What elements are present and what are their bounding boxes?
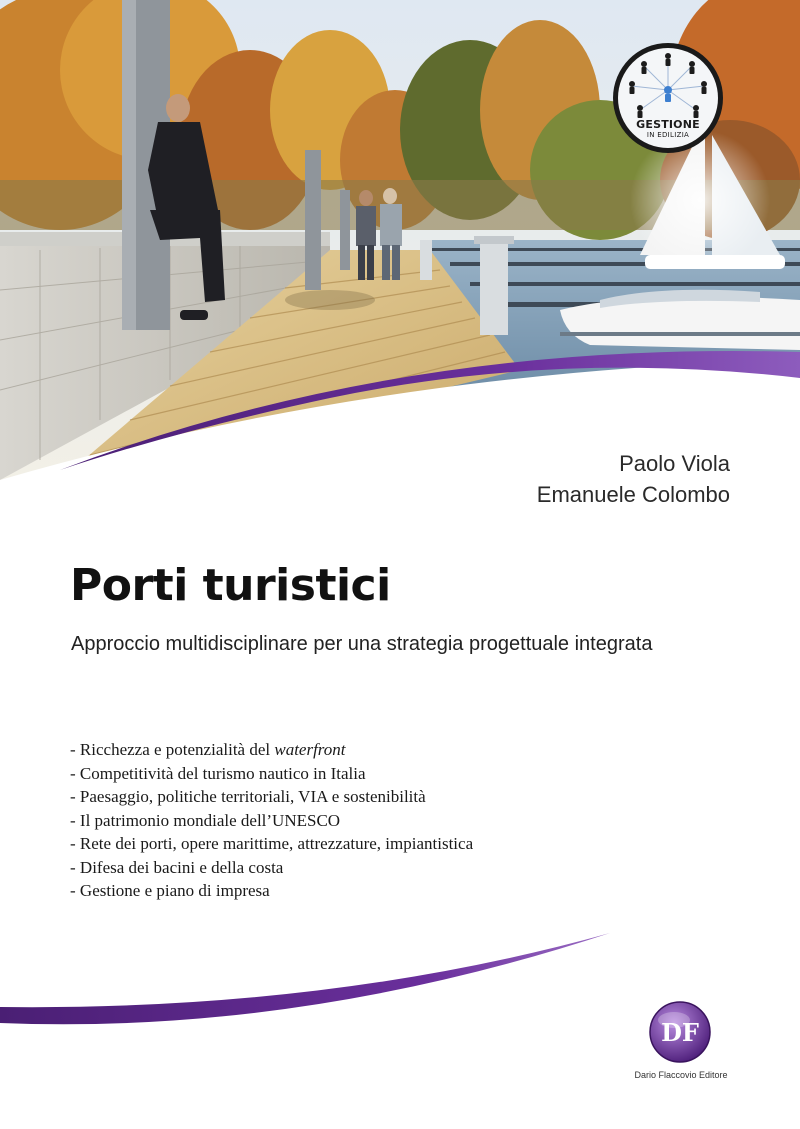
topic-text: - Ricchezza e potenzialità del bbox=[70, 740, 275, 759]
list-item bbox=[70, 832, 473, 856]
topic-italic: waterfront bbox=[274, 740, 346, 759]
publisher-logo-text: DF bbox=[661, 1018, 699, 1047]
book-subtitle: Approccio multidisciplinare per una strategia progettuale integrata bbox=[71, 633, 653, 655]
topic-text: - Competitività del turismo nautico in Italia bbox=[70, 763, 366, 783]
list-item bbox=[70, 856, 473, 880]
topic-text: - Paesaggio, politiche territoriali, VIA e sostenibilità bbox=[70, 787, 426, 806]
list-item bbox=[70, 762, 473, 786]
publisher-logo bbox=[648, 1000, 712, 1064]
list-item bbox=[70, 879, 473, 903]
publisher-name: Dario Flaccovio Editore bbox=[634, 1070, 728, 1080]
list-item bbox=[70, 738, 473, 762]
author-name: Emanuele Colombo bbox=[536, 482, 730, 507]
list-item bbox=[70, 785, 473, 809]
topic-text: - Il patrimonio mondiale dell’UNESCO bbox=[70, 810, 341, 830]
series-line2: IN EDILIZIA bbox=[646, 131, 690, 139]
authors bbox=[537, 448, 730, 510]
book-title: Porti turistici bbox=[70, 560, 391, 611]
author-name: Paolo Viola bbox=[619, 451, 730, 476]
topic-text: - Rete dei porti, opere marittime, attrezzature, impiantistica bbox=[70, 834, 474, 853]
topic-text: - Difesa dei bacini e della costa bbox=[70, 857, 284, 877]
series-line1: GESTIONE bbox=[636, 118, 700, 131]
series-badge bbox=[612, 42, 724, 154]
topics-list bbox=[70, 738, 473, 903]
topic-text: - Gestione e piano di impresa bbox=[70, 881, 270, 900]
list-item bbox=[70, 809, 473, 833]
